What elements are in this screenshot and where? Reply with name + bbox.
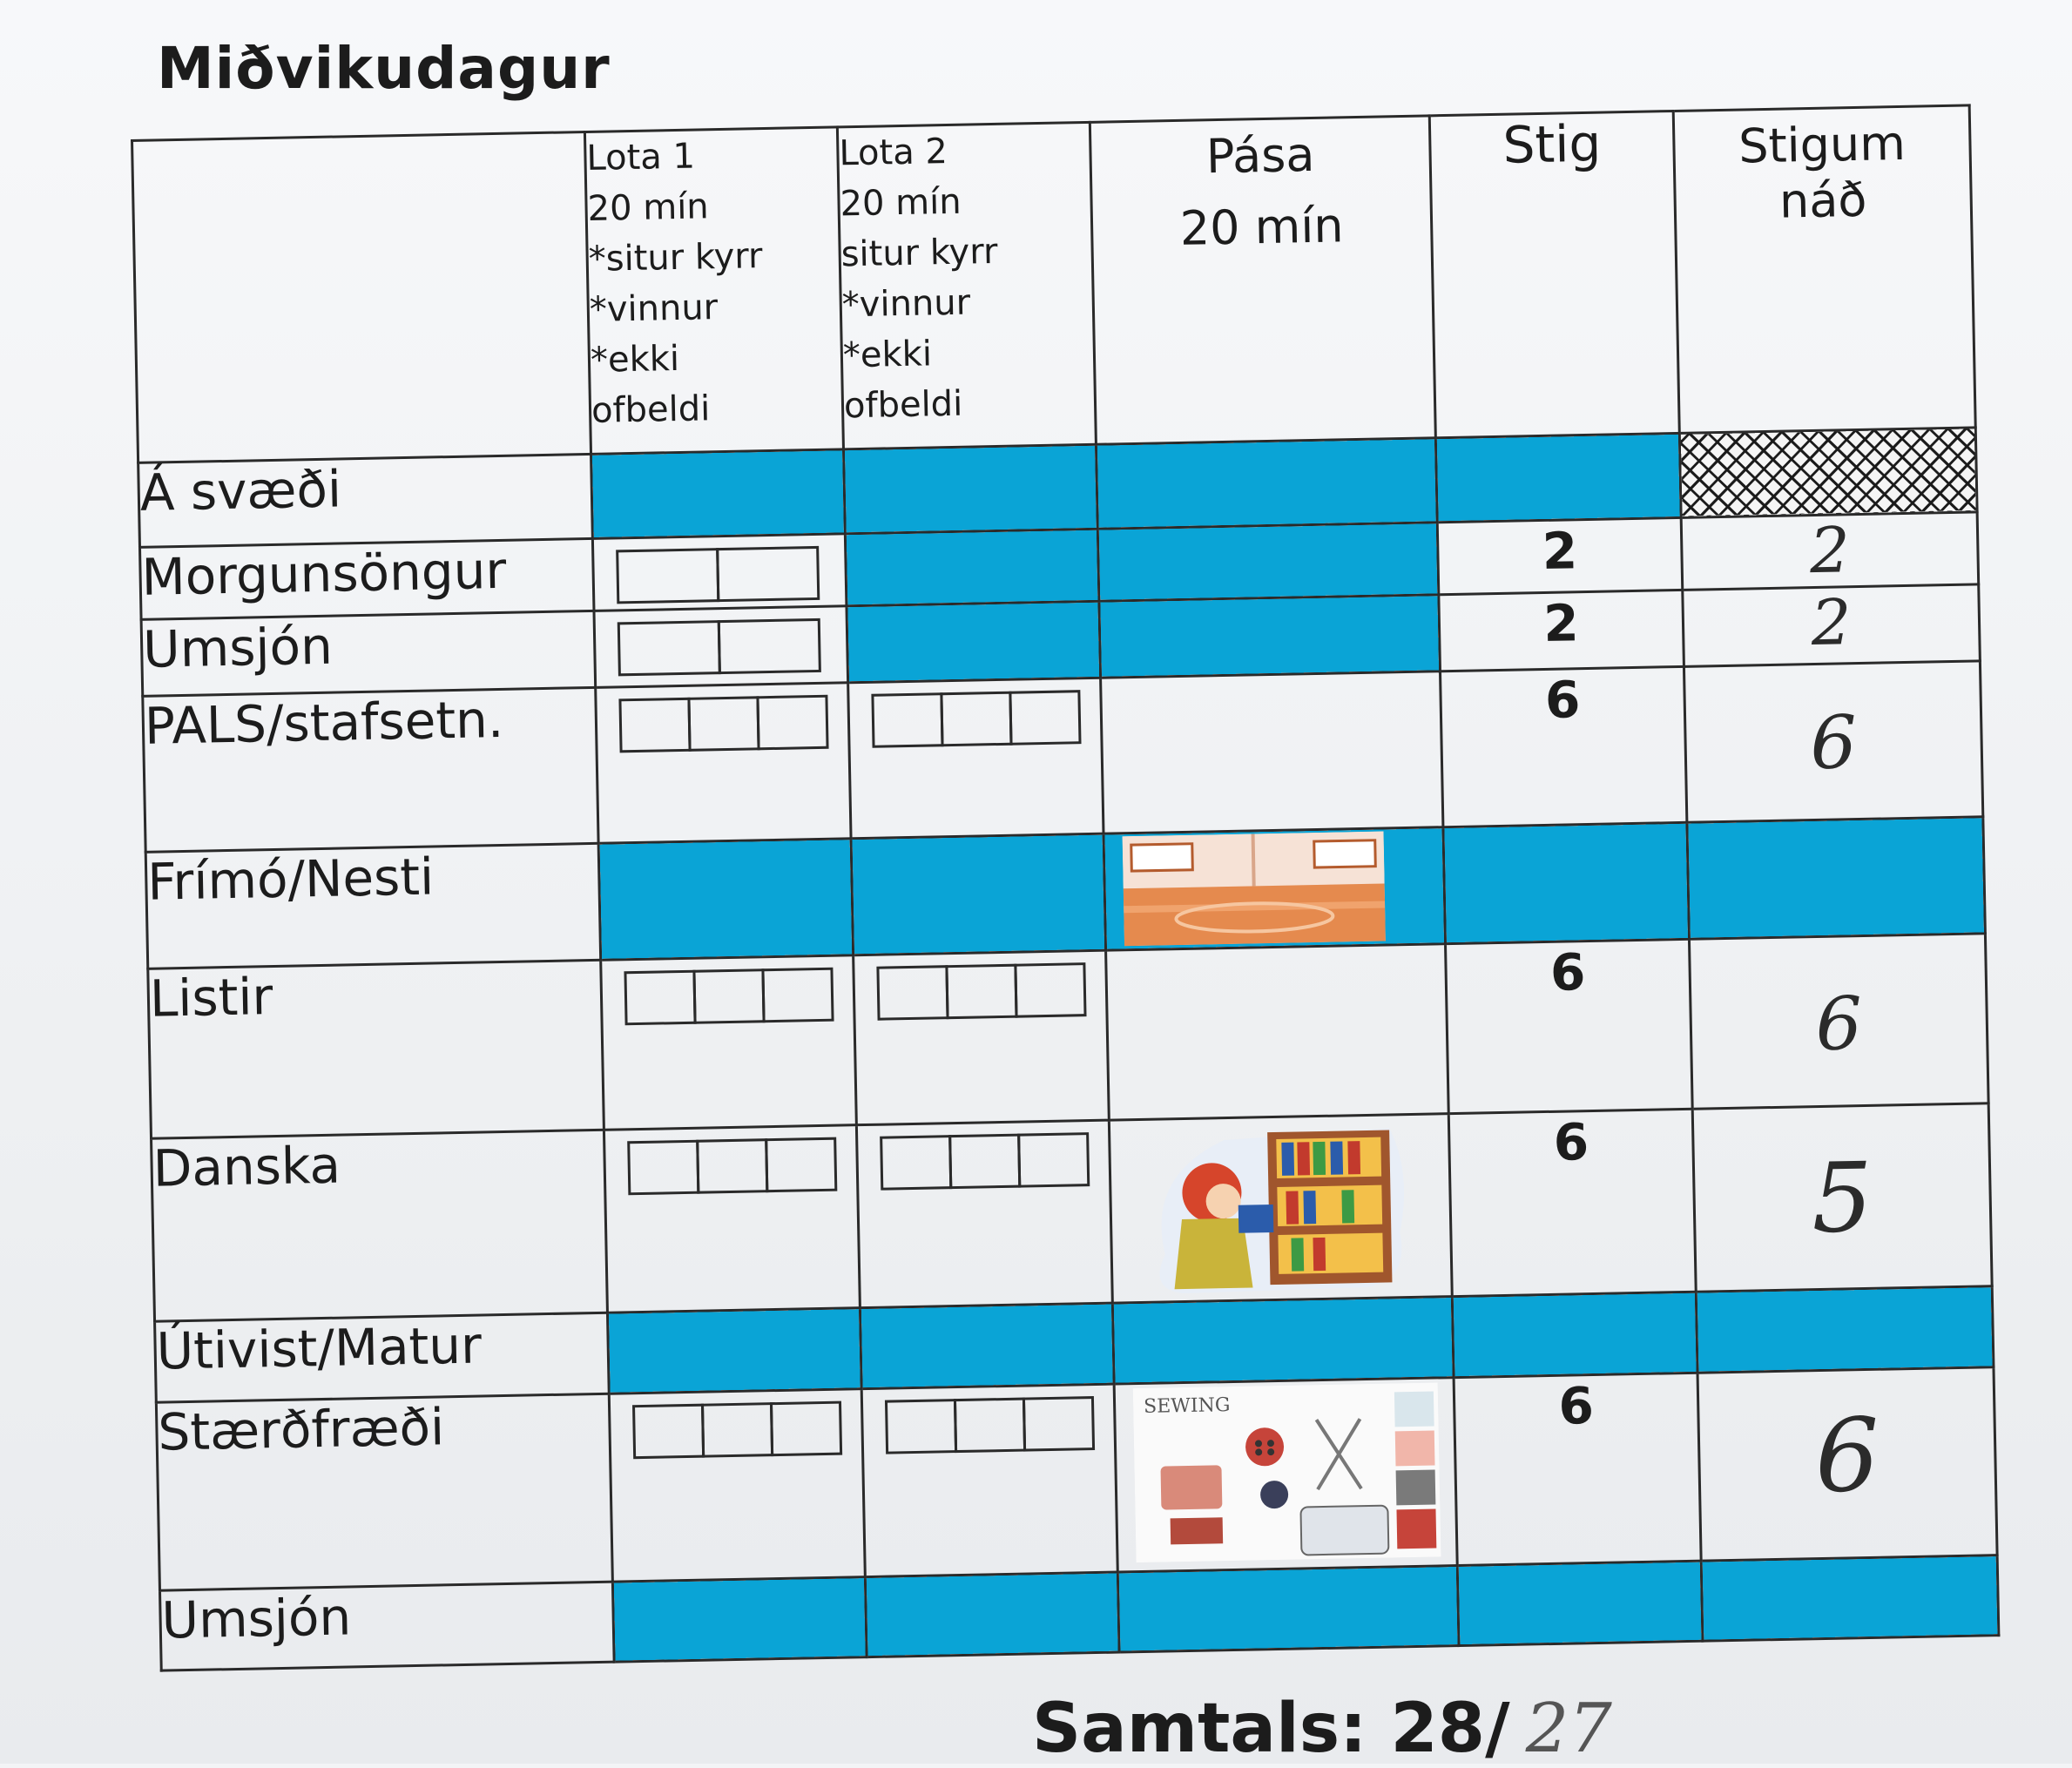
sewing-caption: SEWING [1143, 1393, 1231, 1418]
stig-value: 6 [1440, 666, 1686, 827]
blue-cell [1457, 1561, 1703, 1646]
blue-cell [598, 839, 854, 960]
header-stigum-nad: Stigum náð [1673, 105, 1975, 433]
row-label: Danska [152, 1130, 608, 1321]
sewing-picture-cell [1114, 1377, 1457, 1571]
tick-boxes[interactable] [620, 618, 847, 677]
gym-hall-image [1123, 832, 1386, 947]
row-label: Listir [148, 960, 604, 1138]
header-lota1: Lota 1 20 mín *situr kyrr *vinnur *ekki ofbeldi [584, 127, 843, 454]
blue-cell [845, 529, 1099, 606]
hatched-cell [1679, 428, 1977, 518]
lota1-cell [596, 682, 851, 843]
tick-boxes[interactable] [882, 1132, 1109, 1191]
tick-boxes[interactable] [630, 1137, 856, 1195]
blue-cell [1117, 1565, 1459, 1652]
blue-cell [1687, 817, 1986, 939]
lota1-cell [594, 606, 848, 687]
tick-boxes[interactable] [635, 1400, 861, 1459]
row-label: Umsjón [141, 611, 596, 696]
library-picture-cell [1109, 1114, 1452, 1304]
blue-cell [1435, 433, 1681, 523]
schedule-table [131, 104, 2000, 1671]
tick-boxes[interactable] [874, 689, 1100, 747]
total-handwritten: 27 [1525, 1690, 1612, 1768]
total-score [1032, 1690, 1612, 1768]
total-label: Samtals: 28/ [1032, 1690, 1510, 1768]
header-row [132, 105, 1976, 462]
gym-picture-cell [1103, 827, 1445, 950]
nad-handwritten: 6 [1697, 1367, 1997, 1561]
blue-cell [1096, 437, 1437, 529]
blue-cell [865, 1572, 1119, 1657]
header-lota2: Lota 2 20 mín situr kyrr *vinnur *ekki ofbeldi [837, 122, 1096, 449]
header-pasa: Pása 20 mín [1090, 116, 1435, 444]
lota1-cell [592, 534, 847, 611]
nad-handwritten: 6 [1684, 661, 1982, 823]
tick-boxes[interactable] [888, 1395, 1114, 1454]
blue-cell [607, 1308, 861, 1393]
sewing-image [1133, 1382, 1441, 1562]
stig-value: 2 [1437, 518, 1683, 596]
row-label: Frímó/Nesti [145, 844, 600, 968]
row-label: Stærðfræði [156, 1393, 612, 1590]
blue-cell [1701, 1555, 1999, 1641]
header-empty [132, 132, 591, 462]
nad-handwritten: 2 [1681, 512, 1979, 590]
blue-cell [1452, 1292, 1697, 1378]
tick-boxes[interactable] [621, 694, 847, 752]
blue-cell [847, 602, 1101, 683]
row-label: Morgunsöngur [139, 539, 594, 620]
lota2-cell [861, 1384, 1117, 1576]
blue-cell [1099, 595, 1441, 678]
tick-boxes[interactable] [879, 962, 1105, 1021]
pasa-cell [1101, 671, 1443, 833]
blue-cell [591, 449, 846, 539]
blue-cell [1097, 523, 1439, 602]
stig-value: 6 [1454, 1373, 1701, 1565]
tick-boxes[interactable] [626, 967, 853, 1025]
nad-handwritten: 2 [1683, 584, 1981, 666]
blue-cell [1696, 1286, 1994, 1373]
row-label: Á svæði [138, 454, 593, 548]
stig-value: 2 [1439, 590, 1684, 671]
nad-handwritten: 5 [1692, 1103, 1992, 1292]
table-row [152, 1103, 1993, 1322]
nad-handwritten: 6 [1689, 934, 1988, 1110]
blue-cell [843, 444, 1097, 534]
row-label: Útivist/Matur [155, 1313, 610, 1402]
stig-value: 6 [1446, 939, 1693, 1113]
tick-boxes[interactable] [618, 546, 845, 604]
table-row [156, 1367, 1997, 1590]
lota2-cell [854, 950, 1110, 1125]
blue-cell [860, 1304, 1114, 1389]
blue-cell [1443, 823, 1690, 944]
pasa-cell [1106, 944, 1449, 1121]
lota1-cell [604, 1125, 860, 1313]
row-label: Umsjón [159, 1582, 614, 1670]
blue-cell [851, 834, 1106, 955]
lota1-cell [609, 1389, 865, 1582]
blue-cell [1112, 1297, 1454, 1384]
header-stig: Stig [1429, 111, 1679, 437]
page-title: Miðvikudagur [157, 35, 611, 102]
lota2-cell [848, 678, 1103, 839]
lota2-cell [856, 1120, 1112, 1308]
row-label: PALS/stafsetn. [143, 687, 598, 853]
lota1-cell [601, 955, 857, 1130]
blue-cell [612, 1576, 867, 1662]
library-image [1128, 1119, 1419, 1297]
stig-value: 6 [1448, 1109, 1696, 1297]
